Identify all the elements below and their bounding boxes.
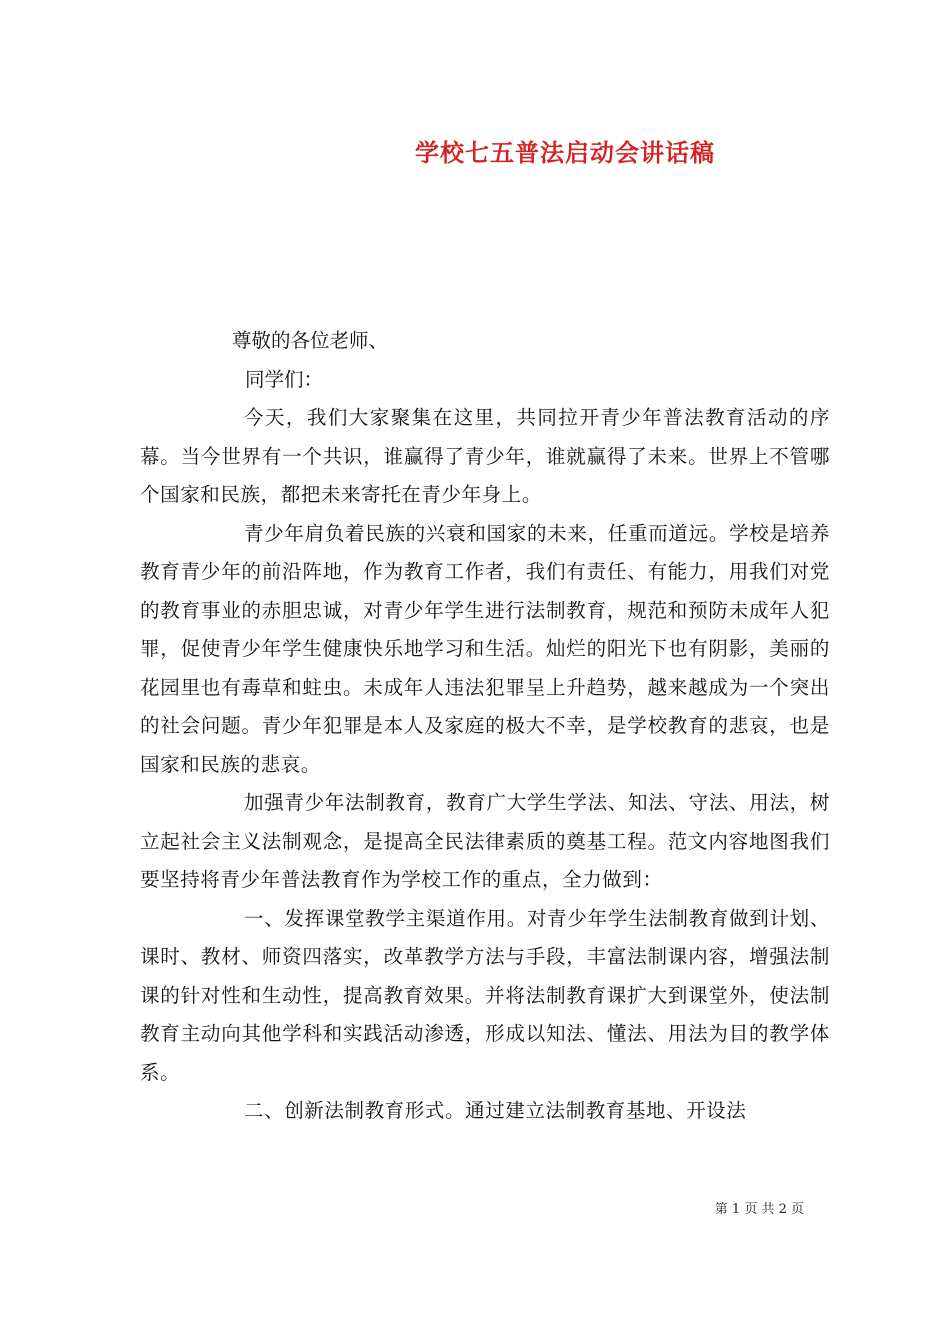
- paragraph-5: 二、创新法制教育形式。通过建立法制教育基地、开设法: [244, 1099, 747, 1122]
- paragraph-3: 加强青少年法制教育，教育广大学生学法、知法、守法、用法，树立起社会主义法制观念，是提高全民法律素质的奠基工程。范文内容地图我们要坚持将青少年普法教育作为学校工作的重点，全力做到：: [140, 791, 830, 891]
- salutation-line-1: 尊敬的各位老师、: [232, 329, 389, 352]
- paragraph-4: 一、发挥课堂教学主渠道作用。对青少年学生法制教育做到计划、课时、教材、师资四落实，改革教学方法与手段，丰富法制课内容，增强法制课的针对性和生动性，提高教育效果。并将法制教育课扩大到课堂外，使法制教育主动向其他学科和实践活动渗透，形成以知法、懂法、用法为目的教学体系。: [140, 906, 830, 1084]
- paragraph-1: 今天，我们大家聚集在这里，共同拉开青少年普法教育活动的序幕。当今世界有一个共识，谁赢得了青少年，谁就赢得了未来。世界上不管哪个国家和民族，都把未来寄托在青少年身上。: [140, 406, 830, 506]
- page-number-footer: 第 1 页 共 2 页: [714, 1202, 804, 1217]
- document-title: 学校七五普法启动会讲话稿: [415, 138, 715, 167]
- paragraph-2: 青少年肩负着民族的兴衰和国家的未来，任重而道远。学校是培养教育青少年的前沿阵地，作为教育工作者，我们有责任、有能力，用我们对党的教育事业的赤胆忠诚，对青少年学生进行法制教育，规范和预防未成年人犯罪，促使青少年学生健康快乐地学习和生活。灿烂的阳光下也有阴影，美丽的花园里也有毒草和蛀虫。未成年人违法犯罪呈上升趋势，越来越成为一个突出的社会问题。青少年犯罪是本人及家庭的极大不幸，是学校教育的悲哀，也是国家和民族的悲哀。: [140, 521, 830, 776]
- salutation-line-2: 同学们：: [245, 367, 324, 391]
- document-body: [140, 322, 830, 1131]
